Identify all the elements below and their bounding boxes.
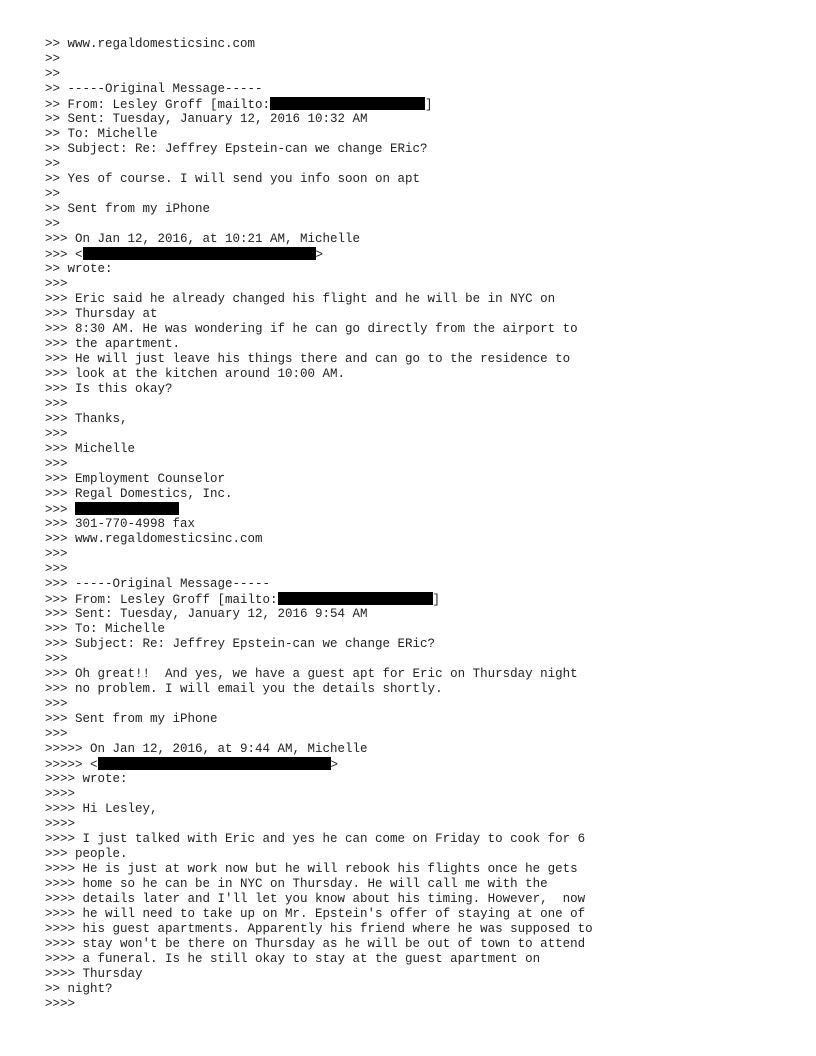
- email-line: [45, 772, 785, 787]
- line-text: >>> look at the kitchen around 10:00 AM.: [45, 367, 346, 381]
- line-text: >>>>> <: [45, 758, 98, 772]
- email-line: [45, 142, 785, 157]
- email-line: [45, 832, 785, 847]
- line-text: >>>> I just talked with Eric and yes he can come on Friday to cook for 6: [45, 832, 586, 846]
- email-line: [45, 232, 785, 247]
- email-line: [45, 922, 785, 937]
- line-text: >>: [45, 157, 61, 171]
- email-line: [45, 382, 785, 397]
- email-line: [45, 982, 785, 997]
- line-text: >> Yes of course. I will send you info soon on apt: [45, 172, 421, 186]
- email-line: [45, 667, 785, 682]
- email-line: [45, 607, 785, 622]
- email-line: [45, 637, 785, 652]
- line-text: >>> 301-770-4998 fax: [45, 517, 196, 531]
- line-text: >>>: [45, 427, 68, 441]
- line-text: >>> Thursday at: [45, 307, 158, 321]
- line-text: >>>> Thursday: [45, 967, 143, 981]
- email-line: [45, 877, 785, 892]
- line-text: >>> To: Michelle: [45, 622, 166, 636]
- line-text: >>> Sent from my iPhone: [45, 712, 218, 726]
- email-line: [45, 67, 785, 82]
- email-line: [45, 847, 785, 862]
- line-text: >> Subject: Re: Jeffrey Epstein-can we change ERic?: [45, 142, 428, 156]
- email-line: [45, 187, 785, 202]
- email-line: [45, 577, 785, 592]
- line-text: >>>: [45, 503, 76, 517]
- line-text: >>> Sent: Tuesday, January 12, 2016 9:54 AM: [45, 607, 368, 621]
- email-line: [45, 517, 785, 532]
- email-line: [45, 472, 785, 487]
- line-text: >>> From: Lesley Groff [mailto:: [45, 593, 278, 607]
- line-text: >> night?: [45, 982, 113, 996]
- line-text: >> wrote:: [45, 262, 113, 276]
- email-line: [45, 307, 785, 322]
- line-text: >>> no problem. I will email you the details shortly.: [45, 682, 443, 696]
- email-line: [45, 727, 785, 742]
- email-line: [45, 967, 785, 982]
- line-text: >>>: [45, 562, 68, 576]
- line-text: >>>> Hi Lesley,: [45, 802, 158, 816]
- line-text: >>> people.: [45, 847, 128, 861]
- line-text: >>: [45, 217, 61, 231]
- email-line: [45, 367, 785, 382]
- line-text: >> -----Original Message-----: [45, 82, 263, 96]
- line-text: >>> Oh great!! And yes, we have a guest apt for Eric on Thursday night: [45, 667, 578, 681]
- line-text: >>: [45, 52, 61, 66]
- email-line: [45, 952, 785, 967]
- email-line: [45, 97, 785, 112]
- email-line: [45, 817, 785, 832]
- line-text: >>> Eric said he already changed his flight and he will be in NYC on: [45, 292, 556, 306]
- email-line: [45, 37, 785, 52]
- line-text: >>>> a funeral. Is he still okay to stay at the guest apartment on: [45, 952, 541, 966]
- line-text: >>>> stay won't be there on Thursday as he will be out of town to attend: [45, 937, 586, 951]
- line-text: >>>>> On Jan 12, 2016, at 9:44 AM, Michelle: [45, 742, 368, 756]
- line-text: >>> -----Original Message-----: [45, 577, 271, 591]
- email-line: [45, 277, 785, 292]
- line-text: >>> 8:30 AM. He was wondering if he can go directly from the airport to: [45, 322, 578, 336]
- line-text: >: [315, 248, 324, 262]
- line-text: >>>: [45, 727, 68, 741]
- email-line: [45, 262, 785, 277]
- redaction-box: [270, 97, 425, 110]
- line-text: >>>> wrote:: [45, 772, 128, 786]
- line-text: >: [330, 758, 339, 772]
- email-line: [45, 547, 785, 562]
- line-text: >>> He will just leave his things there and can go to the residence to: [45, 352, 571, 366]
- redaction-box: [98, 757, 331, 770]
- line-text: ]: [425, 98, 433, 112]
- line-text: >> To: Michelle: [45, 127, 158, 141]
- email-line: [45, 337, 785, 352]
- line-text: >>> Is this okay?: [45, 382, 173, 396]
- email-line: [45, 427, 785, 442]
- email-line: [45, 712, 785, 727]
- line-text: >>>> his guest apartments. Apparently his friend where he was supposed to: [45, 922, 593, 936]
- line-text: >>> Regal Domestics, Inc.: [45, 487, 233, 501]
- email-line: [45, 697, 785, 712]
- email-line: [45, 907, 785, 922]
- line-text: >>>: [45, 397, 68, 411]
- email-line: [45, 202, 785, 217]
- line-text: >>> Thanks,: [45, 412, 128, 426]
- email-line: [45, 622, 785, 637]
- redaction-box: [278, 592, 433, 605]
- email-line: [45, 652, 785, 667]
- line-text: >> Sent: Tuesday, January 12, 2016 10:32 AM: [45, 112, 368, 126]
- email-line: [45, 292, 785, 307]
- email-line: [45, 682, 785, 697]
- email-line: [45, 997, 785, 1012]
- email-line: [45, 247, 785, 262]
- email-line: [45, 442, 785, 457]
- line-text: >>>>: [45, 817, 76, 831]
- line-text: ]: [432, 593, 441, 607]
- email-line: [45, 802, 785, 817]
- line-text: >>>: [45, 457, 68, 471]
- email-line: [45, 397, 785, 412]
- email-line: [45, 457, 785, 472]
- line-text: >>>> he will need to take up on Mr. Epstein's offer of staying at one of: [45, 907, 586, 921]
- email-line: [45, 487, 785, 502]
- email-line: [45, 937, 785, 952]
- redaction-box: [75, 502, 179, 515]
- line-text: >>>> He is just at work now but he will rebook his flights once he gets: [45, 862, 578, 876]
- line-text: >>> Subject: Re: Jeffrey Epstein-can we change ERic?: [45, 637, 436, 651]
- email-line: [45, 787, 785, 802]
- line-text: >>> <: [45, 248, 83, 262]
- email-line: [45, 862, 785, 877]
- line-text: >>>: [45, 697, 68, 711]
- redaction-box: [83, 247, 316, 260]
- line-text: >>>: [45, 547, 68, 561]
- email-line: [45, 562, 785, 577]
- line-text: >>> Employment Counselor: [45, 472, 226, 486]
- email-line: [45, 892, 785, 907]
- line-text: >>> www.regaldomesticsinc.com: [45, 532, 263, 546]
- email-line: [45, 112, 785, 127]
- email-line: [45, 322, 785, 337]
- line-text: >>> Michelle: [45, 442, 136, 456]
- email-line: [45, 82, 785, 97]
- line-text: >>>>: [45, 997, 76, 1011]
- email-line: [45, 172, 785, 187]
- email-line: [45, 52, 785, 67]
- email-line: [45, 592, 785, 607]
- line-text: >>>: [45, 277, 68, 291]
- email-line: [45, 412, 785, 427]
- line-text: >> Sent from my iPhone: [45, 202, 211, 216]
- line-text: >>> the apartment.: [45, 337, 181, 351]
- email-line: [45, 217, 785, 232]
- line-text: >> www.regaldomesticsinc.com: [45, 37, 256, 51]
- email-line: [45, 757, 785, 772]
- line-text: >> From: Lesley Groff [mailto:: [45, 98, 271, 112]
- line-text: >>>> home so he can be in NYC on Thursday. He will call me with the: [45, 877, 548, 891]
- email-line: [45, 127, 785, 142]
- email-line: [45, 502, 785, 517]
- line-text: >>: [45, 187, 61, 201]
- email-line: [45, 742, 785, 757]
- email-thread: [45, 37, 785, 1012]
- line-text: >>>>: [45, 787, 76, 801]
- line-text: >>>> details later and I'll let you know about his timing. However, now: [45, 892, 586, 906]
- email-line: [45, 532, 785, 547]
- line-text: >>>: [45, 652, 68, 666]
- line-text: >>> On Jan 12, 2016, at 10:21 AM, Michelle: [45, 232, 361, 246]
- line-text: >>: [45, 67, 61, 81]
- email-line: [45, 157, 785, 172]
- email-line: [45, 352, 785, 367]
